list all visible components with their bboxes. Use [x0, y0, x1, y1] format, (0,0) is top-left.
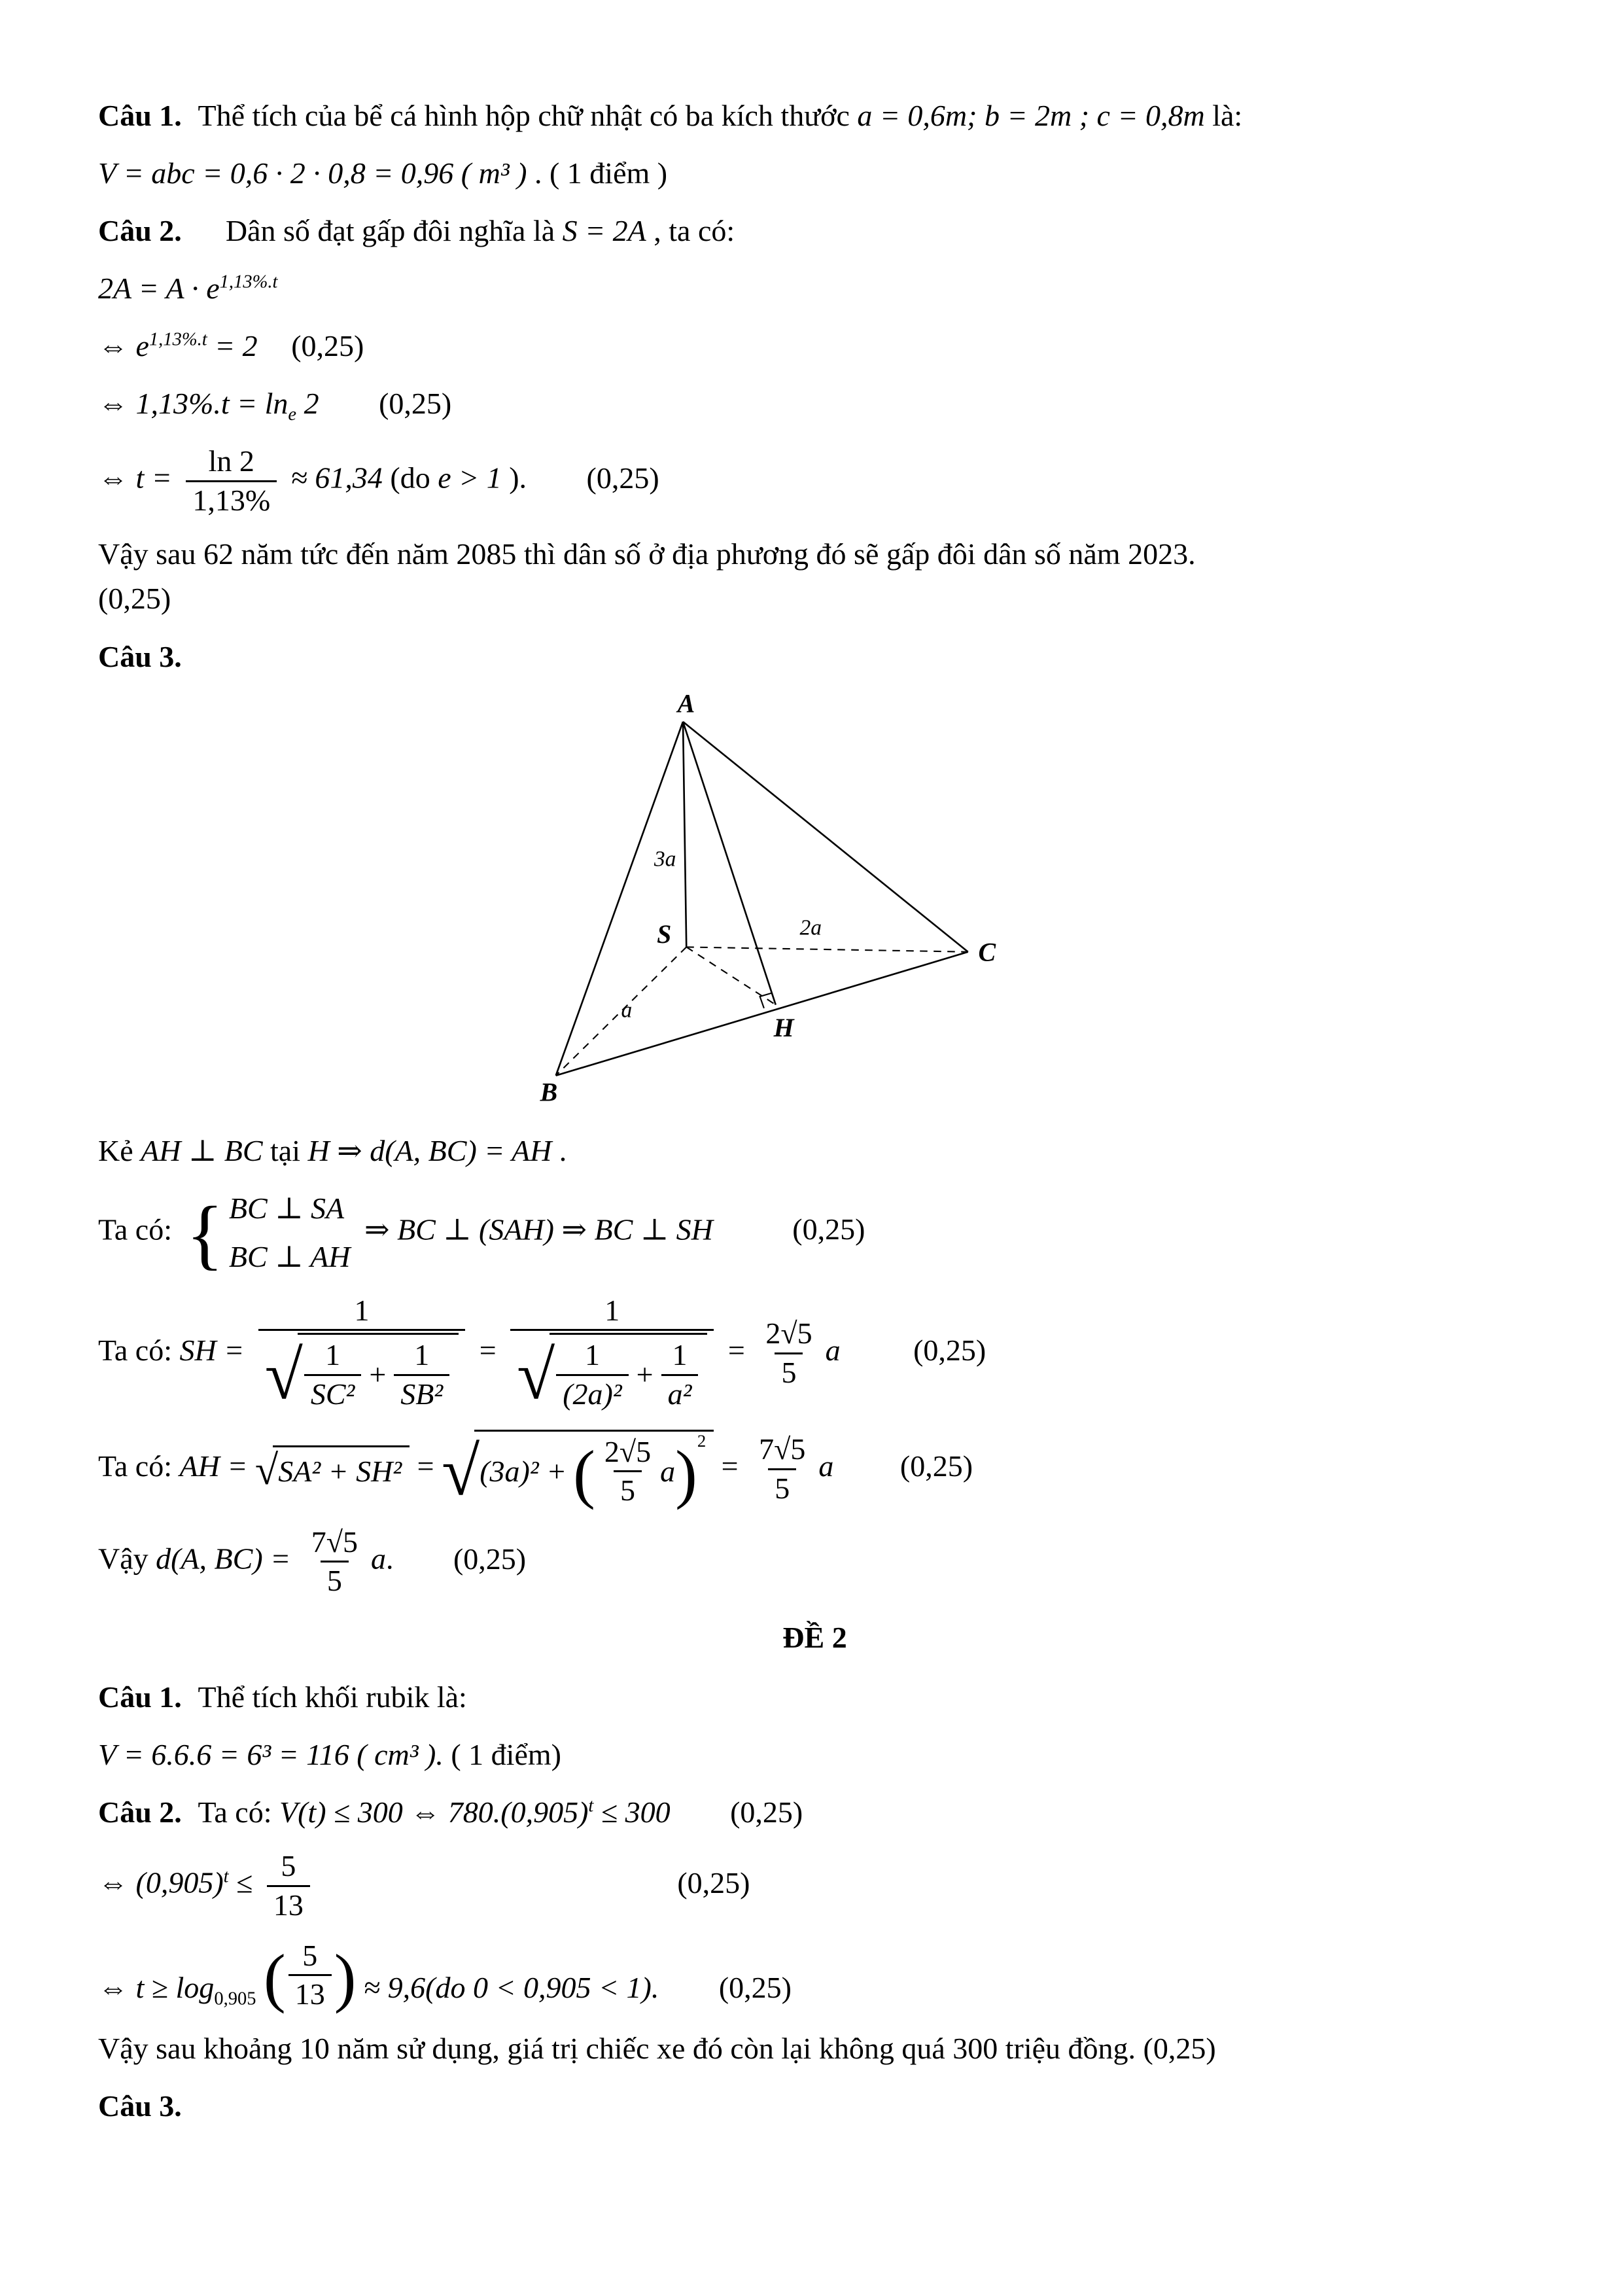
- fraction-denominator: 5: [775, 1352, 803, 1390]
- sqrt-group: √ (3a)² + ( $\frac{2√5}{5}$ a ) $^2$: [442, 1430, 714, 1509]
- exam2-question-1-heading: [98, 1677, 1531, 1718]
- inner-fraction: [661, 1339, 699, 1411]
- distance-lhs: d(A, BC) =: [156, 1542, 291, 1576]
- question-3-label: Câu 3.: [98, 2089, 182, 2123]
- score-badge: (0,25): [899, 1449, 973, 1483]
- eq4-close: ).: [509, 461, 527, 495]
- result-variable: a: [370, 1542, 386, 1576]
- question-1-dimensions: a = 0,6m; b = 2m ; c = 0,8m: [857, 99, 1205, 132]
- score-badge: (0,25): [792, 1212, 865, 1246]
- edge-label-3a: 3a: [654, 847, 676, 872]
- question-2-conclusion-score: [98, 578, 1531, 619]
- fraction-denominator: [510, 1329, 714, 1412]
- fraction-denominator: 5: [614, 1470, 642, 1508]
- leq-operator: ≤: [236, 1865, 253, 1899]
- eq3-pre: ⇔ 1,13%.t = ln: [98, 387, 288, 421]
- eq3-subscript: e: [288, 404, 297, 425]
- fraction-one-over-sqrt-2: [510, 1294, 714, 1413]
- eq2-pre: ⇔ e: [98, 329, 149, 363]
- fraction-numerator: 5: [302, 1938, 318, 1972]
- ah-equation: [98, 1430, 1531, 1509]
- sh-equation: [98, 1294, 1531, 1413]
- equation-4: [98, 445, 1531, 517]
- exam2-question-3-heading: [98, 2086, 1531, 2127]
- term-variable: a: [660, 1454, 676, 1488]
- eq1-exponent: 1,13%.t: [219, 272, 278, 292]
- exam2-question-2-conclusion: [98, 2028, 1531, 2069]
- edge-label-a: a: [621, 998, 633, 1023]
- edge-BC: [556, 951, 968, 1075]
- fraction-numerator: 7√5: [311, 1525, 358, 1559]
- parenthesized-fraction: ( $\frac{5}{13}$ ): [263, 1938, 357, 2014]
- square-exponent: 2: [697, 1430, 707, 1451]
- score-badge: (0,25): [453, 1542, 527, 1576]
- question-2-heading: [98, 211, 1531, 251]
- edge-AB: [556, 722, 683, 1076]
- equals-operator: =: [727, 1333, 745, 1367]
- question-1-la: là:: [1212, 99, 1243, 132]
- eq4-pre: ⇔ t =: [98, 461, 172, 495]
- exponent-t: t: [223, 1866, 229, 1887]
- equals-operator: =: [479, 1333, 497, 1367]
- radicand: SA² + SH²: [273, 1445, 410, 1493]
- question-2-label: Câu 2.: [98, 1795, 182, 1829]
- fraction-numerator: 1: [584, 1338, 600, 1372]
- fraction-numerator: 1: [354, 1293, 370, 1327]
- radicand-first-term: (3a)² +: [480, 1454, 567, 1488]
- fraction-denominator: a²: [661, 1374, 699, 1411]
- plus-operator: +: [369, 1358, 387, 1392]
- eq1-base: 2A = A · e: [98, 272, 220, 306]
- conclusion-text: Vậy sau 62 năm tức đến năm 2085 thì dân số ở địa phương đó sẽ gấp đôi dân số năm 2023.: [98, 537, 1196, 571]
- fraction-numerator: 1: [672, 1338, 688, 1372]
- exam2-question-1-solution: [98, 1735, 1531, 1775]
- question-1-point: ( 1 điểm): [451, 1738, 561, 1772]
- radicand: [550, 1333, 707, 1412]
- inner-fraction: [556, 1339, 628, 1411]
- fraction-numerator: 2√5: [765, 1316, 812, 1351]
- eq2-post: = 2: [215, 329, 258, 363]
- question-3-label: Câu 3.: [98, 639, 182, 673]
- period: .: [385, 1542, 394, 1576]
- edge-AS: [683, 722, 686, 947]
- distance-definition: H ⇒ d(A, BC) = AH: [307, 1133, 552, 1167]
- exponent-t: t: [588, 1795, 594, 1816]
- result-variable: a: [825, 1333, 841, 1367]
- exam2-equation-3: [98, 1939, 1531, 2012]
- score-badge: (0,25): [718, 1970, 792, 2004]
- perpendicular-statement: AH ⊥ BC: [141, 1133, 263, 1167]
- score-badge: (0,25): [586, 461, 659, 495]
- score-badge: (0,25): [379, 387, 452, 421]
- result-fraction: [305, 1526, 364, 1598]
- edge-AH: [683, 722, 776, 1005]
- ta-co-label: Ta có:: [98, 1449, 173, 1483]
- result-fraction: [752, 1433, 812, 1505]
- plus-operator: +: [636, 1358, 654, 1392]
- exam-2-title: ĐỀ 2: [782, 1621, 847, 1655]
- conditions-column: [229, 1188, 351, 1277]
- fraction-numerator: 7√5: [759, 1432, 806, 1466]
- rubik-volume-formula: V = 6.6.6 = 6³ = 116 ( cm³ ).: [98, 1738, 444, 1772]
- condition-2: BC ⊥ AH: [228, 1239, 351, 1273]
- sqrt-group: √ $\frac{1}{\text{SC²}}$ + $\frac{1}{\text{SB²}}$: [265, 1333, 459, 1412]
- ah-lhs: AH =: [179, 1449, 248, 1483]
- score-badge: (0,25): [291, 329, 364, 363]
- score-badge: (0,25): [730, 1795, 803, 1829]
- condition-1: BC ⊥ SA: [228, 1191, 345, 1225]
- double-pop-condition: S = 2A: [562, 214, 646, 248]
- radicand: [474, 1430, 714, 1509]
- fraction-5-13: [267, 1850, 310, 1922]
- question-3-conclusion: [98, 1526, 1531, 1598]
- eq2-exponent: 1,13%.t: [148, 330, 207, 351]
- edge-SC-dashed: [686, 947, 968, 951]
- period: .: [559, 1133, 567, 1167]
- fraction-denominator: 5: [768, 1468, 796, 1506]
- question-1-heading: [98, 96, 1531, 136]
- fraction-denominator: SB²: [394, 1374, 449, 1411]
- ta-co-label: Ta có:: [98, 1333, 173, 1367]
- equation-3: [98, 383, 1531, 428]
- eq4-approx: ≈ 61,34: [290, 461, 383, 495]
- sh-lhs: SH =: [179, 1333, 245, 1367]
- fraction-denominator: 1,13%: [186, 480, 277, 518]
- eq3-post: 2: [304, 387, 319, 421]
- inequality-rhs: ≤ 300: [601, 1795, 671, 1829]
- fraction-numerator: 5: [281, 1849, 296, 1883]
- question-2-label: Câu 2.: [98, 214, 182, 248]
- equals-operator: =: [417, 1449, 434, 1483]
- ta-co-label: Ta có:: [198, 1795, 272, 1829]
- eq3-result: ≈ 9,6(do 0 < 0,905 < 1).: [363, 1970, 659, 2004]
- sqrt-group: √ SA² + SH²: [255, 1445, 410, 1493]
- tetrahedron-figure: [504, 694, 1531, 1114]
- question-1-point: . ( 1 điểm ): [534, 156, 668, 190]
- score-badge: (0,25): [913, 1333, 986, 1367]
- exam2-equation-2: [98, 1850, 1531, 1922]
- vertex-label-B: B: [540, 1077, 558, 1106]
- fraction-numerator: ln 2: [208, 444, 254, 478]
- question-2-intro: Dân số đạt gấp đôi nghĩa là: [225, 214, 555, 248]
- edge-label-2a: 2a: [799, 915, 822, 940]
- tetrahedron-svg: [504, 694, 1027, 1106]
- inner-fraction: [304, 1339, 361, 1411]
- volume-formula: V = abc = 0,6 · 2 · 0,8 = 0,96 ( m³ ): [98, 156, 527, 190]
- ta-co-label: Ta có:: [98, 1212, 173, 1246]
- vay-text: Vậy: [98, 1542, 148, 1576]
- score-badge: (0,25): [677, 1865, 750, 1899]
- result-variable: a: [818, 1449, 834, 1483]
- vertex-label-C: C: [978, 937, 996, 967]
- fraction-numerator: 2√5: [604, 1434, 652, 1468]
- question-1-solution: [98, 153, 1531, 194]
- parenthesized-term: ( $\frac{2√5}{5}$ a ) $^2$: [573, 1436, 706, 1508]
- fraction-denominator: 13: [267, 1885, 310, 1922]
- eq4-condition: e > 1: [438, 461, 502, 495]
- value-inequality: V(t) ≤ 300 ⇔ 780.(0,905): [279, 1795, 589, 1829]
- vertex-label-S: S: [657, 919, 672, 949]
- fraction-numerator: 1: [604, 1293, 620, 1327]
- question-1-intro: Thể tích của bể cá hình hộp chữ nhật có ba kích thước: [198, 99, 850, 132]
- result-fraction: [759, 1317, 818, 1389]
- equation-1: [98, 268, 1531, 309]
- tai-text: tại: [270, 1133, 300, 1167]
- eq4-do: (do: [390, 461, 430, 495]
- vertex-label-H: H: [773, 1012, 794, 1042]
- cases-line: [98, 1188, 1531, 1277]
- question-1-label: Câu 1.: [98, 99, 182, 132]
- log-base: 0,905: [214, 1988, 256, 2009]
- cases-conclusion: ⇒ BC ⊥ (SAH) ⇒ BC ⊥ SH: [364, 1212, 713, 1246]
- question-3-heading: [98, 637, 1531, 677]
- fraction-denominator: [258, 1329, 465, 1412]
- system-of-conditions: { BC ⊥ SA BC ⊥ AH: [186, 1188, 351, 1277]
- construction-line: [98, 1131, 1531, 1171]
- question-2-conclusion: [98, 534, 1531, 574]
- question-1-intro: Thể tích khối rubik là:: [198, 1680, 467, 1714]
- fraction-denominator: (2a)²: [556, 1374, 628, 1411]
- sqrt-group: √ $\frac{1}{\text{(2a)²}}$ + $\frac{1}{\text{a²}}$: [517, 1333, 707, 1412]
- fraction-ln2-over-rate: [186, 445, 277, 517]
- fraction-denominator: 13: [288, 1974, 332, 2011]
- fraction-5-13: [288, 1939, 332, 2011]
- score-badge: (0,25): [98, 582, 171, 616]
- fraction-denominator: 5: [321, 1561, 349, 1598]
- fraction-numerator: 1: [414, 1338, 430, 1372]
- question-2-intro2: , ta có:: [654, 214, 735, 248]
- fraction-numerator: 1: [325, 1338, 341, 1372]
- equals-operator: =: [721, 1449, 739, 1483]
- exam2-question-2-heading: [98, 1792, 1531, 1833]
- inner-fraction: [394, 1339, 449, 1411]
- equation-2: [98, 326, 1531, 366]
- radicand: [298, 1333, 459, 1412]
- fraction-denominator: SC²: [304, 1374, 361, 1411]
- edge-AC: [683, 722, 968, 952]
- conclusion-text: Vậy sau khoảng 10 năm sử dụng, giá trị chiếc xe đó còn lại không quá 300 triệu đồng. (0,25): [98, 2032, 1216, 2066]
- vertex-label-A: A: [677, 694, 695, 718]
- inner-fraction: [598, 1436, 657, 1508]
- ke-text: Kẻ: [98, 1133, 133, 1167]
- eq3-pre: ⇔ t ≥ log: [98, 1970, 215, 2004]
- fraction-one-over-sqrt-1: [258, 1294, 465, 1413]
- eq2-pre: ⇔ (0,905): [98, 1865, 224, 1899]
- question-1-label: Câu 1.: [98, 1680, 182, 1714]
